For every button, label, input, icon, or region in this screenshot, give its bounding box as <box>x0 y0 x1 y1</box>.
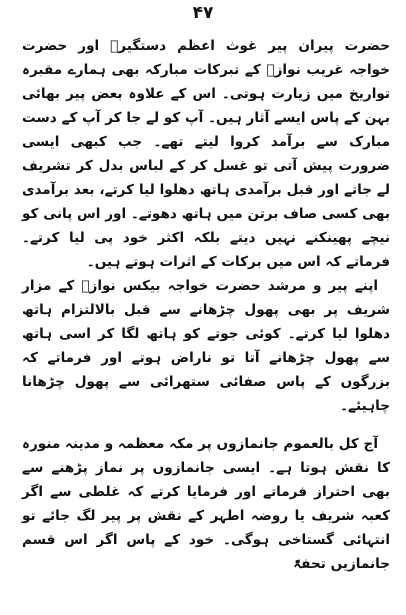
paragraph-2: اپنے پیر و مرشد حضرت خواجہ بیکس نوازؒ کے مزار شریف پر بھی پھول چڑھانے سے قبل بالالتزام ہاتھ دھلوا لیا کرتے۔ کوئی جوتے کو ہاتھ لگا کر اسی ہاتھ سے پھول چڑھانے آتا تو ناراض ہوتے اور فرماتے کہ بزرگوں کے پاس صفائی ستھرائی سے پھول چڑھانا چاہیئے۔ <box>22 278 390 414</box>
page-number: ۴۷ <box>192 3 214 23</box>
page-body <box>22 34 390 576</box>
paragraph-3: آج کل بالعموم جانمازوں پر مکہ معظمہ و مدینہ منورہ کا نقش ہوتا ہے۔ ایسی جانمازوں پر نماز پڑھنے سے بھی احتراز فرماتے اور فرمایا کرتے کہ غلطی سے اگر کعبہ شریف یا روضہ اطہر کے نقش پر پیر لگ جائے تو انتہائی گستاخی ہوگی۔ خود کے پاس اگر اس قسم جانمازیں تحفۃً <box>22 436 390 572</box>
paragraph-1: حضرت پیران پیر غوث اعظم دستگیرؒ اور حضرت خواجہ غریب نوازؒ کے تبرکات مبارکہ بھی ہمارے مقبرہ تواریخ میں زیارت ہوتی۔ اس کے علاوہ بعض پیر بھائی بہن کے پاس ایسے آثار ہیں۔ آپ کو لے جا کر آپ کے دست مبارک سے برآمد کروا لیتے تھے۔ جب کبھی ایسی ضرورت پیش آتی تو غسل کر کے لباس بدل کر تشریف لے جاتے اور قبل برآمدی ہاتھ دھلوا لیا کرتے، بعد برآمدی بھی کسی صاف برتن میں ہاتھ دھوتے۔ اور اس پانی کو نیچے پھینکنے نہیں دیتے بلکہ اکثر خود پی لیا کرتے۔ فرماتے کہ اس میں برکات کے اثرات ہوتے ہیں۔ <box>22 38 390 270</box>
